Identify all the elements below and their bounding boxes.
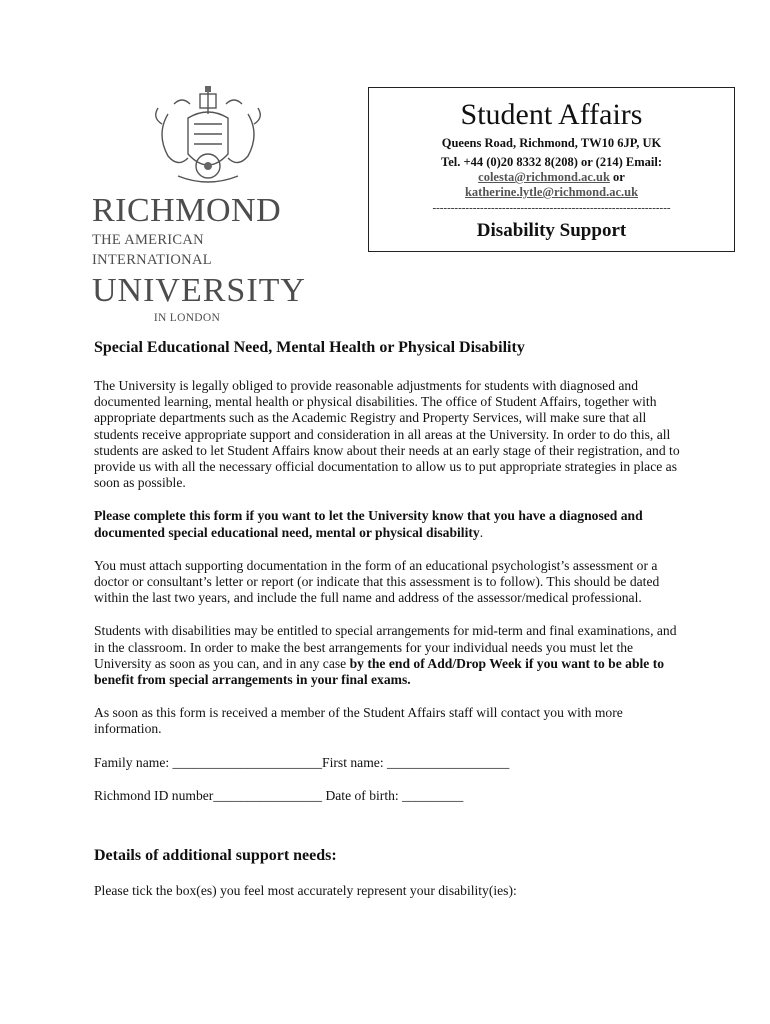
logo-line-american-international: THE AMERICAN INTERNATIONAL bbox=[92, 232, 212, 268]
paragraph-arrangements bbox=[94, 623, 684, 688]
section-heading-2: Details of additional support needs: bbox=[94, 847, 337, 865]
main-content bbox=[94, 338, 684, 899]
logo-line-richmond: RICHMOND bbox=[92, 192, 282, 229]
field-id-dob[interactable]: Richmond ID number________________ Date of birth: _________ bbox=[94, 787, 464, 803]
email-line-1 bbox=[369, 170, 734, 185]
address: Queens Road, Richmond, TW10 6JP, UK bbox=[441, 136, 662, 150]
page-title: Student Affairs bbox=[460, 98, 643, 131]
paragraph-contact: As soon as this form is received a member of the Student Affairs staff will contact you with more information. bbox=[94, 705, 623, 737]
divider: ----------------------------------------------------------------- bbox=[432, 202, 671, 214]
complete-form-bold: Please complete this form if you want to let the University know that you have a diagnosed and documented special educational need, mental or physical disability bbox=[94, 508, 643, 540]
tick-instruction: Please tick the box(es) you feel most accurately represent your disability(ies): bbox=[94, 883, 517, 899]
email-or: or bbox=[609, 170, 625, 184]
paragraph-complete-form bbox=[94, 508, 684, 540]
telephone: Tel. +44 (0)20 8332 8(208) or (214) Email: bbox=[441, 155, 662, 169]
section-heading-1: Special Educational Need, Mental Health or Physical Disability bbox=[94, 339, 525, 356]
email-link-colesta[interactable]: colesta@richmond.ac.uk bbox=[478, 170, 610, 184]
crest-icon bbox=[148, 84, 268, 189]
paragraph-intro: The University is legally obliged to provide reasonable adjustments for students with diagnosed and documented learning, mental health or physical disabilities. The office of Student Affairs, together with appropriate departments such as the Academic Registry and Property Services, will make sure that all students receive appropriate support and consideration in all areas at the University. In order to do this, all students are asked to let Student Affairs know about their needs at an early stage of their registration, and to provide us with all the necessary official documentation to allow us to put appropriate strategies in place as soon as possible. bbox=[94, 378, 680, 491]
header-box bbox=[368, 87, 735, 252]
arrangements-text: Students with disabilities may be entitled to special arrangements for mid-term and final examinations, and in the classroom. In order to make the best arrangements for your individual needs you must let the University as soon as you can, and in any case bbox=[94, 623, 677, 671]
subtitle: Disability Support bbox=[476, 220, 627, 241]
logo-line-in-london: IN LONDON bbox=[153, 312, 221, 324]
paragraph-documentation: You must attach supporting documentation in the form of an educational psychologist’s assessment or a doctor or consultant’s letter or report (or indicate that this assessment is to follow). This should be dated within the last two years, and include the full name and address of the assessor/medical professional. bbox=[94, 557, 660, 606]
complete-form-end: . bbox=[479, 524, 484, 540]
email-link-katherine[interactable]: katherine.lytle@richmond.ac.uk bbox=[464, 185, 639, 199]
field-family-first-name[interactable]: Family name: ______________________First name: __________________ bbox=[94, 754, 510, 770]
logo-line-university: UNIVERSITY bbox=[92, 272, 306, 309]
email-line-2 bbox=[369, 185, 734, 200]
arrangements-bold: by the end of Add/Drop Week if you want to be able to benefit from special arrangements in your final exams. bbox=[94, 655, 665, 688]
